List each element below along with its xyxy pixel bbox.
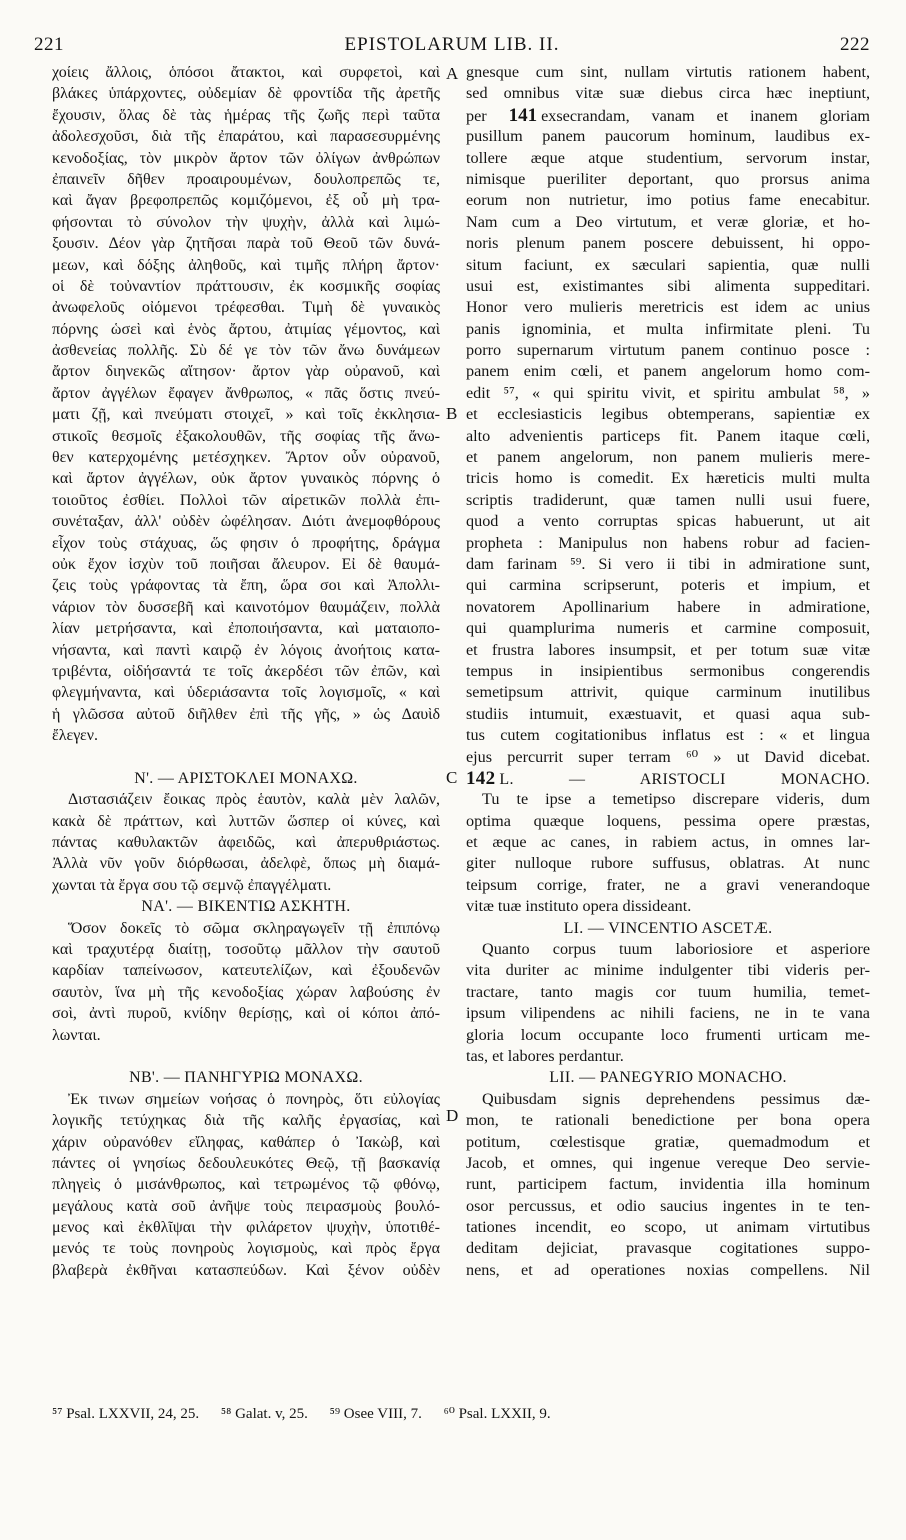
migne-column-number: 141: [508, 104, 538, 126]
greek-text-line: ἡ γλῶσσα αὐτοῦ διῆλθεν ἐπὶ τῆς γῆς, » ὡς Δαυὶδ: [52, 705, 440, 723]
greek-text-line: λωνται.: [52, 1026, 101, 1044]
latin-text-line: Quibusdam signis deprehendens pessimus dæ-: [482, 1089, 870, 1108]
greek-text-line: βλαβερὰ ἐκθῆναι κατασπεύδων. Καὶ ξένον οὐδὲν: [52, 1261, 440, 1279]
latin-text-line: situm faciunt, ex sæculari sapientia, quæ nulli: [466, 255, 870, 274]
greek-text-line: ἄρτον ἀγγέλων ἔφαγεν ἄνθρωπος, « πᾶς ὅστις πνεύ-: [52, 384, 440, 402]
latin-text-line: qui quamplurima numeris et carmine composuit,: [466, 619, 870, 638]
greek-text-line: κενοδοξίας, τὸν μικρὸν ἄρτον τῶν ὀλίγων ἀνθρώπων: [52, 149, 440, 167]
latin-text-line: osor percussus, et odio saucius ingentes in te ten-: [466, 1196, 870, 1215]
greek-text-line: θεν κατερχομένης μετέσχηκεν. Ἄρτον οὖν οὐρανοῦ,: [52, 449, 440, 467]
latin-text-line: dam farinam ⁵⁹. Si vero ii tibi in admiratione sunt,: [466, 554, 870, 573]
latin-text-line: ejus percurrit super terram ⁶⁰ » ut David dicebat.: [466, 747, 870, 766]
greek-text-line: οἱ δὲ τοὐναντίον πράττουσιν, ἐκ κοσμικῆς σοφίας: [52, 277, 440, 295]
latin-text-line: novatorem Apollinarium habere in admiratione,: [466, 597, 870, 616]
latin-text-line: [466, 105, 870, 126]
greek-text-line: συνέταξαν, ἀλλ' οὐδὲν ὠφέλησαν. Διότι ἀνεμοφθόρους: [52, 513, 440, 531]
running-header: [34, 34, 870, 60]
latin-text-line: edit ⁵⁷, « qui spiritu vivit, et spiritu ambulat ⁵⁸, »: [466, 383, 870, 402]
latin-text-line: pusillum panem paucorum hominum, laudibus ex-: [466, 127, 870, 146]
greek-text-line: φήσονται τὸ σύνολον τὴν ψυχὴν, ἀλλὰ καὶ λιμώ-: [52, 213, 440, 231]
latin-column: [466, 62, 870, 1281]
latin-text-line: mon, te rationali benedictione per bona opera: [466, 1111, 870, 1130]
greek-text-line: Ἀλλὰ νῦν γοῦν διόρθωσαι, ἀδελφὲ, ὅπως μὴ διαμά-: [52, 855, 440, 873]
greek-text-line: ἔχουσιν, ὅλας δὲ τὰς ἡμέρας τῆς ζωῆς περὶ ταῦτα: [52, 106, 440, 124]
greek-text-line: καὶ τραχυτέρᾳ διαίτῃ, τοσοῦτῳ μᾶλλον τὴν σαυτοῦ: [52, 941, 440, 959]
greek-text-line: νάριον τὸν δυσσεβῆ καὶ καινοτόμον θαυμάζειν, πολλὰ: [52, 598, 440, 616]
greek-text-line: Διστασιάζειν ἔοικας πρὸς ἑαυτὸν, καλὰ μὲν λαλῶν,: [68, 791, 440, 809]
greek-text-line: ζεις τοὺς γράφοντας τὰ ἔπη, ὥρα σοι καὶ Ἀπολλι-: [52, 577, 440, 595]
latin-text-line: vitæ tuæ instituto opera dissideant.: [466, 897, 692, 916]
greek-text-line: νήσαντα, καὶ παντὶ καιρῷ ἐν λόγοις ἀνοήτοις κατα-: [52, 641, 440, 659]
letter-heading: Ν'. — ΑΡΙΣΤΟΚΛΕΙ ΜΟΝΑΧΩ.: [134, 769, 358, 787]
letter-heading: ΝΑ'. — ΒΙΚΕΝΤΙΩ ΑΣΚΗΤΗ.: [141, 898, 351, 916]
latin-text-line: Quanto corpus tuum laboriosiore et asperiore: [482, 940, 870, 959]
footnote: ⁵⁹ Osee VIII, 7.: [329, 1406, 422, 1422]
latin-text-line: vita duriter ac minime indulgenter tibi videris per-: [466, 961, 870, 980]
latin-text-line: Nam cum a Deo virtutum, et veræ gloriæ, et ho-: [466, 212, 870, 231]
greek-text-line: χωνται τὰ ἔργα σου τῷ σεμνῷ ἐπαγγέλματι.: [52, 876, 332, 894]
latin-text-line: potitum, cœlestisque gratiæ, quemadmodum et: [466, 1132, 870, 1151]
latin-text-line: gloria locum occupante loco frumenti urticam me-: [466, 1025, 870, 1044]
greek-text-line: πάντες οἱ γνησίως δεδουλευκότες Θεῷ, τῇ βασκανίᾳ: [52, 1154, 440, 1172]
latin-text-line: alto advenientis particeps fit. Panem itaque cœli,: [466, 426, 870, 445]
latin-text-line: Jacob, et omnes, qui ingenue vereque Deo servie-: [466, 1153, 870, 1172]
greek-text-line: τριβέντα, οἰδήσαντά τε τοῖς ἀκερδέσι τῶν ἐπῶν, καὶ: [52, 662, 440, 680]
greek-text-line: πάντας καθυλακτῶν ἀφειδῶς, καὶ ἀπερυθριάστως.: [52, 834, 440, 852]
footnote: ⁵⁸ Galat. v, 25.: [220, 1406, 308, 1422]
greek-text-line: Ὅσον δοκεῖς τὸ σῶμα σκληραγωγεῖν τῇ ἐπιπόνῳ: [68, 919, 440, 937]
migne-column-number: 142: [466, 767, 496, 789]
greek-text-line: καὶ ἄρτον ἀγγέλων, οὐκ ἄρτον γυναικὸς πόρνης ὁ: [52, 470, 440, 488]
latin-text-line: optima quæque loquens, pessima opere præstas,: [466, 811, 870, 830]
greek-text-line: λίαν μετρήσαντα, καὶ ἐποποιήσαντα, καὶ ματαιοπο-: [52, 620, 440, 638]
latin-text-line: gnesque cum sint, nullam virtutis rationem habent,: [466, 63, 870, 81]
greek-column: [52, 62, 440, 1281]
latin-text-line: deditam dejiciat, pravasque cogitationes suppo-: [466, 1239, 870, 1258]
greek-text-line: πόρνης ὡσεὶ καὶ ἑνὸς ἄρτου, ἀτιμίας γέμοντος, καὶ: [52, 320, 440, 338]
latin-text-line: panis ignominia, et multa infirmitate pleni. Tu: [466, 319, 870, 338]
latin-text-line: Honor vero mulieris meretricis est idem ac unius: [466, 298, 870, 317]
greek-text-line: σαυτὸν, ἵνα μὴ τῆς κενοδοξίας χώραν λαβούσης ἐν: [52, 983, 440, 1001]
latin-text-line: usui est, existimantes sibi alimenta suppeditari.: [466, 276, 870, 295]
latin-text-line: semetipsum attrivit, quique carminum inutilibus: [466, 683, 870, 702]
greek-text-line: [52, 1046, 440, 1067]
latin-text-line: noris plenum panem poscere debuissent, hi oppo-: [466, 234, 870, 253]
greek-text-line: χοίεις ἄλλοις, ὁπόσοι ἄτακτοι, καὶ συρφετοὶ, καὶ: [52, 64, 440, 81]
margin-letter-a: A: [446, 64, 459, 83]
latin-text-line: panem enim cœli, et panem angelorum homo com-: [466, 362, 870, 381]
latin-text-line: giter nulloque rubore suffusus, oblatras. At nunc: [466, 854, 870, 873]
page-number-right: 222: [840, 34, 870, 55]
greek-text-line: ματι ζῇ, καὶ πνεύματι στοιχεῖ, » καὶ τοῖς ἐκκλησια-: [52, 406, 440, 424]
line-text: exsecrandam, vanam et inanem gloriam: [541, 106, 870, 125]
greek-text-line: ἄρτον διηνεκῶς αἴτησον· ἄρτον γὰρ οὐρανοῦ, καὶ: [52, 363, 440, 381]
line-prefix: per: [466, 106, 487, 125]
footnote: ⁵⁷ Psal. LXXVII, 24, 25.: [52, 1406, 200, 1422]
greek-text-line: οὐκ ἔχον ἰσχὺν τοῦ ποιῆσαι ἄλευρον. Εἰ δὲ θαυμά-: [52, 555, 440, 573]
latin-text-line: et æque ac canes, in rabiem actus, in omnes lar-: [466, 833, 870, 852]
greek-text-line: κακὰ δὲ πράττων, καὶ λυττῶν ὥσπερ οἱ κύνες, καὶ: [52, 812, 440, 830]
greek-text-line: μενος καὶ ἐκθλῖψαι τὴν φιλάρετον ψυχὴν, ὑποτιθέ-: [52, 1219, 440, 1237]
greek-text-line: καρδίαν ταπείνωσον, κατευτελίζων, καὶ ἐξουδενῶν: [52, 962, 440, 980]
latin-text-line: ipsum vilipendens ac nihili faciens, ne in te vana: [466, 1004, 870, 1023]
greek-text-line: στικοῖς θεσμοῖς ἐξακολουθῶν, τῆς σοφίας τῆς ἄνω-: [52, 427, 440, 445]
latin-text-line: et frustra labores insumpsit, et per totum suæ vitæ: [466, 640, 870, 659]
letter-heading: LII. — PANEGYRIO MONACHO.: [549, 1069, 787, 1087]
latin-text-line: studiis intumuit, exæstuavit, et quasi aqua sub-: [466, 704, 870, 723]
latin-text-line: tricis homo is comedit. Ex hæreticis multi multa: [466, 469, 870, 488]
latin-text-line: tas, et labores perdantur.: [466, 1046, 624, 1065]
greek-text-line: καὶ ἄγαν βρεφοπρεπῶς κομιζόμενοι, ἐξ οὗ μὴ τρα-: [52, 192, 440, 210]
greek-text-line: ἔλεγεν.: [52, 727, 98, 745]
greek-text-line: [52, 747, 440, 768]
greek-text-line: μεγάλους κατὰ σοῦ ἀνῆψε τοὺς πειρασμοὺς βουλό-: [52, 1197, 440, 1215]
running-title: EPISTOLARUM LIB. II.: [344, 34, 560, 55]
greek-text-line: ἐπαινεῖν δῆθεν προαιρουμένων, δουλοπρεπῶς τε,: [52, 170, 440, 188]
letter-heading: ΝΒ'. — ΠΑΝΗΓΥΡΙΩ ΜΟΝΑΧΩ.: [129, 1069, 363, 1087]
margin-letter-b: B: [446, 404, 458, 423]
line-text: L. — ARISTOCLI MONACHO.: [499, 770, 870, 788]
latin-text-line: propheta : Manipulus non habens robur ad facien-: [466, 533, 870, 552]
letter-heading: [466, 768, 870, 789]
footnotes: [52, 1404, 870, 1423]
latin-text-line: nens, et ad operationes noxias compellens. Nil: [466, 1260, 870, 1279]
greek-text-line: ξουσιν. Δέον γὰρ ζητῆσαι παρὰ τοῦ Θεοῦ τῶν δυνά-: [52, 235, 440, 253]
letter-heading: LI. — VINCENTIO ASCETÆ.: [563, 919, 773, 937]
footnote: ⁶⁰ Psal. LXXII, 9.: [443, 1406, 551, 1422]
latin-text-line: tractare, tanto magis cor tuum humilia, temet-: [466, 982, 870, 1001]
latin-text-line: tationes incendit, eo scopo, ut animam virtutibus: [466, 1218, 870, 1237]
greek-text-line: χάριν οὐρανόθεν εἴληφας, καθάπερ ὁ Ἰακὼβ, καὶ: [52, 1133, 440, 1151]
latin-text-line: teipsum corrige, frater, ne a gravi venerandoque: [466, 875, 870, 894]
latin-text-line: tus cutem cogitationibus inflatus est : « et lingua: [466, 726, 870, 745]
greek-text-line: φλεγμήναντα, καὶ ὑδεριάσαντα τοῖς λογισμοῖς, « καὶ: [52, 684, 440, 702]
greek-text-line: Ἐκ τινων σημείων νοήσας ὁ πονηρὸς, ὅτι εὐλογίας: [68, 1090, 440, 1108]
greek-text-line: πληγεὶς ὁ μισάνθρωπος, καὶ τετρωμένος τῷ φθόνῳ,: [52, 1176, 440, 1194]
latin-text-line: porro supernarum virtutum panem continuo posce :: [466, 341, 870, 360]
latin-text-line: quod a vento corruptas spicas habuerunt, ut ait: [466, 512, 870, 531]
latin-text-line: eorum non nutrietur, imo potius fame enecabitur.: [466, 191, 870, 210]
greek-text-line: μενός τε τοὺς πονηροὺς λογισμοὺς, καὶ πρὸς ἔργα: [52, 1240, 440, 1258]
latin-text-line: scriptis tradiderunt, quæ tamen nulli usui fuere,: [466, 490, 870, 509]
greek-text-line: σοὶ, ἀντὶ πυροῦ, κνίδην θερίσῃς, καὶ οἱ κόποι ἀπό-: [52, 1005, 440, 1023]
greek-text-line: ἀδολεσχοῦσι, διὰ τῆς ἐπαράτου, καὶ παρασεσυρμένης: [52, 128, 440, 146]
page-number-left: 221: [34, 34, 64, 55]
latin-text-line: qui carmina scripserunt, poteris et impium, et: [466, 576, 870, 595]
latin-text-line: nimisque pueriliter deportant, quo prorsus anima: [466, 169, 870, 188]
latin-text-line: tempus in insipientibus sermonibus congerendis: [466, 661, 870, 680]
margin-letter-c: C: [446, 768, 458, 787]
greek-text-line: βλάκες ὑπάρχοντες, οὐδεμίαν δὲ φροντίδα τῆς ἀρετῆς: [52, 85, 440, 103]
latin-text-line: runt, participem factum, invidentia illa hominum: [466, 1175, 870, 1194]
greek-text-line: ἀνωφελοῦς οἰόμενοι τρέφεσθαι. Τιμὴ δὲ γυναικὸς: [52, 299, 440, 317]
latin-text-line: et ecclesiasticis legibus obtemperans, sapientiæ ex: [466, 405, 870, 424]
latin-text-line: tollere æque atque studentium, servorum instar,: [466, 148, 870, 167]
latin-text-line: et panem angelorum, non panem mulieris mere-: [466, 448, 870, 467]
greek-text-line: εἶχον τοὺς στάχυας, ὥς φησιν ὁ προφήτης, δράγμα: [52, 534, 440, 552]
margin-letter-d: D: [446, 1106, 459, 1125]
latin-text-line: Tu te ipse a temetipso discrepare videris, dum: [482, 790, 870, 809]
latin-text-line: sed omnibus vitæ suæ diebus circa hæc ineptiunt,: [466, 84, 870, 103]
greek-text-line: λογικῆς τετύχηκας διὰ τῆς καλῆς ἐργασίας, καὶ: [52, 1112, 440, 1130]
greek-text-line: ἀσθενείας πολλῆς. Σὺ δέ γε τὸν τῶν ἄνω δυνάμεων: [52, 342, 440, 360]
greek-text-line: μεων, καὶ δόξης ἀληθοῦς, καὶ τιμῆς πλήρη ἄρτον·: [52, 256, 440, 274]
greek-text-line: τοιοῦτος ἐσθίει. Πολλοὶ τῶν αἱρετικῶν πολλὰ ἐπι-: [52, 491, 440, 509]
